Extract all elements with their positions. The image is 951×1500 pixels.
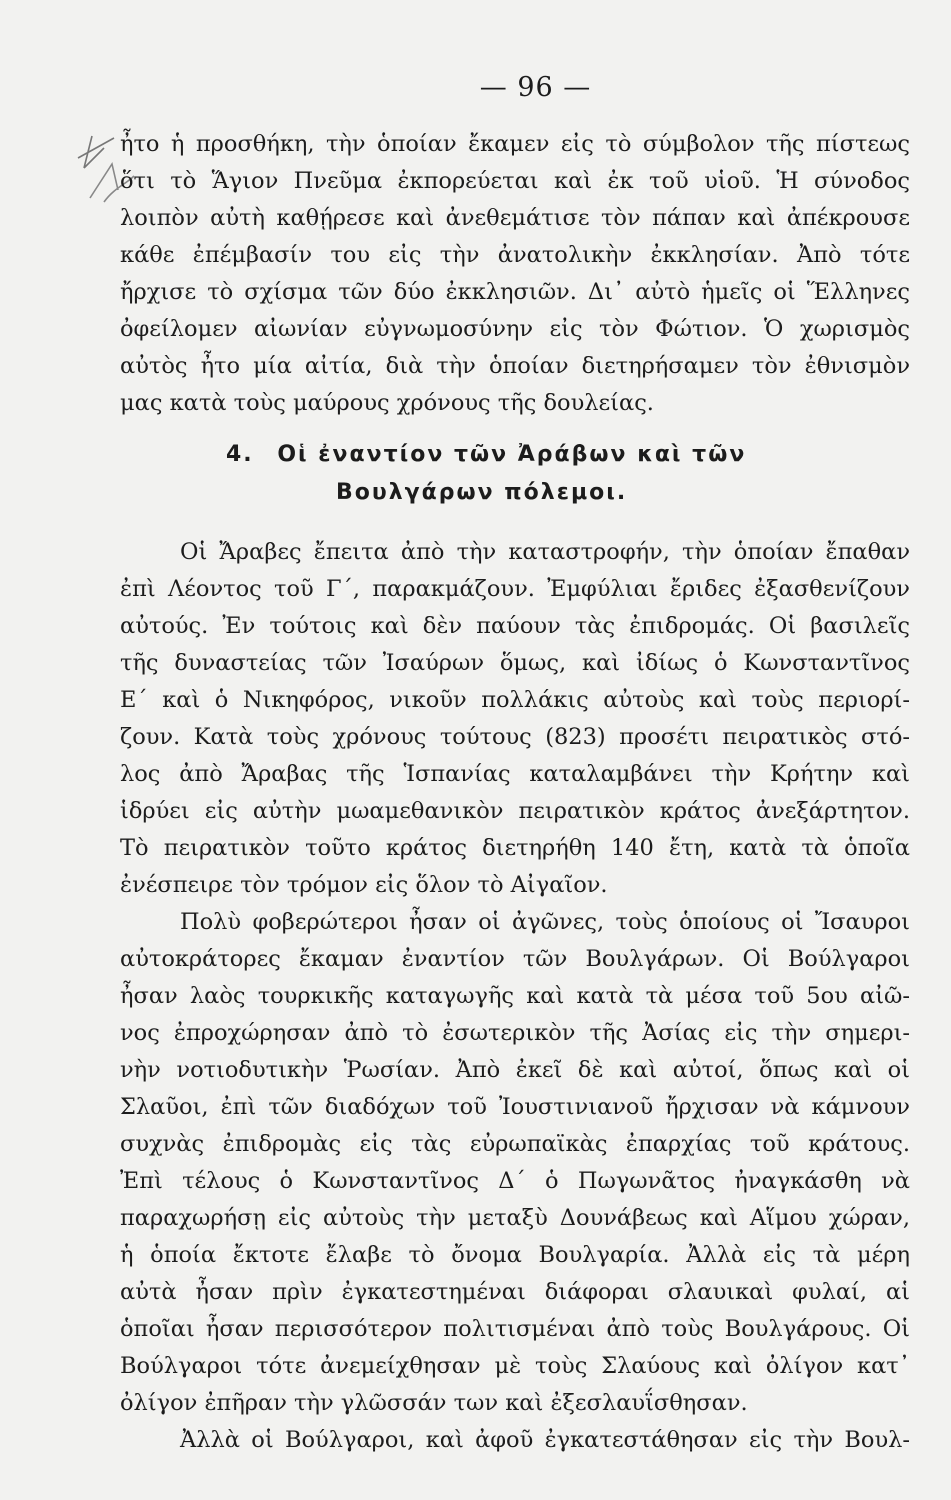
- text-line: αὐτοκράτορες ἔκαμαν ἐναντίον τῶν Βουλγάρων. Οἱ Βούλγαροι: [120, 946, 910, 972]
- text-line: Οἱ Ἄραβες ἔπειτα ἀπὸ τὴν καταστροφήν, τὴν ὁποίαν ἔπαθαν: [180, 539, 910, 565]
- text-line: μας κατὰ τοὺς μαύρους χρόνους τῆς δουλείας.: [120, 390, 654, 416]
- section-heading: [226, 436, 886, 512]
- section-title-line1: Οἱ ἐναντίον τῶν Ἀράβων καὶ τῶν: [277, 442, 747, 467]
- text-line: ἡ ὁποία ἔκτοτε ἔλαβε τὸ ὄνομα Βουλγαρία. Ἀλλὰ εἰς τὰ μέρη: [120, 1242, 910, 1268]
- text-line: ἱδρύει εἰς αὐτὴν μωαμεθανικὸν πειρατικὸν κράτος ἀνεξάρτητον.: [120, 798, 910, 824]
- paragraph-continuation: [120, 1422, 910, 1459]
- text-line: λος ἀπὸ Ἄραβας τῆς Ἱσπανίας καταλαμβάνει τὴν Κρήτην καὶ: [120, 761, 910, 787]
- paragraph-bulgarians: [120, 904, 910, 1422]
- text-line: ἦσαν λαὸς τουρκικῆς καταγωγῆς καὶ κατὰ τὰ μέσα τοῦ 5ου αἰῶ-: [120, 983, 910, 1009]
- text-line: κάθε ἐπέμβασίν του εἰς τὴν ἀνατολικὴν ἐκκλησίαν. Ἀπὸ τότε: [120, 242, 910, 268]
- text-line: ὀφείλομεν αἰωνίαν εὐγνωμοσύνην εἰς τὸν Φώτιον. Ὁ χωρισμὸς: [120, 316, 910, 342]
- text-line: συχνὰς ἐπιδρομὰς εἰς τὰς εὐρωπαϊκὰς ἐπαρχίας τοῦ κράτους.: [120, 1131, 910, 1157]
- text-line: ἐνέσπειρε τὸν τρόμον εἰς ὅλον τὸ Αἰγαῖον.: [120, 872, 608, 898]
- text-line: νος ἐπροχώρησαν ἀπὸ τὸ ἐσωτερικὸν τῆς Ἀσίας εἰς τὴν σημερι-: [120, 1020, 910, 1046]
- section-title-line2: Βουλγάρων πόλεμοι.: [336, 480, 628, 505]
- text-line: ὀλίγον ἐπῆραν τὴν γλῶσσάν των καὶ ἐξεσλαυΐσθησαν.: [120, 1390, 748, 1416]
- text-line: ὁποῖαι ἦσαν περισσότερον πολιτισμέναι ἀπὸ τοὺς Βουλγάρους. Οἱ: [120, 1316, 910, 1342]
- text-line: ὅτι τὸ Ἅγιον Πνεῦμα ἐκπορεύεται καὶ ἐκ τοῦ υἱοῦ. Ἡ σύνοδος: [120, 168, 910, 194]
- paragraph-arabs: [120, 534, 910, 904]
- text-line: αὐτούς. Ἐν τούτοις καὶ δὲν παύουν τὰς ἐπιδρομάς. Οἱ βασιλεῖς: [120, 613, 910, 639]
- text-line: Ε΄ καὶ ὁ Νικηφόρος, νικοῦν πολλάκις αὐτοὺς καὶ τοὺς περιορί-: [120, 687, 910, 713]
- text-line: τῆς δυναστείας τῶν Ἰσαύρων ὅμως, καὶ ἰδίως ὁ Κωνσταντῖνος: [120, 650, 910, 676]
- text-line: Ἀλλὰ οἱ Βούλγαροι, καὶ ἀφοῦ ἐγκατεστάθησαν εἰς τὴν Βουλ-: [180, 1427, 910, 1453]
- text-line: Ἐπὶ τέλους ὁ Κωνσταντῖνος Δ΄ ὁ Πωγωνᾶτος ἠναγκάσθη νὰ: [120, 1168, 910, 1194]
- text-line: Πολὺ φοβερώτεροι ἦσαν οἱ ἀγῶνες, τοὺς ὁποίους οἱ Ἴσαυροι: [180, 909, 910, 935]
- text-line: αὐτὸς ἦτο μία αἰτία, διὰ τὴν ὁποίαν διετηρήσαμεν τὸν ἐθνισμὸν: [120, 353, 910, 379]
- text-line: ἤρχισε τὸ σχίσμα τῶν δύο ἐκκλησιῶν. Δι᾿ αὐτὸ ἡμεῖς οἱ Ἕλληνες: [120, 279, 910, 305]
- page-number: — 96 —: [479, 72, 592, 103]
- text-line: αὐτὰ ἦσαν πρὶν ἐγκατεστημέναι διάφοραι σλαυικαὶ φυλαί, αἱ: [120, 1279, 910, 1305]
- text-line: νὴν νοτιοδυτικὴν Ῥωσίαν. Ἀπὸ ἐκεῖ δὲ καὶ αὐτοί, ὅπως καὶ οἱ: [120, 1057, 910, 1083]
- section-number: 4.: [226, 442, 254, 467]
- text-line: Σλαῦοι, ἐπὶ τῶν διαδόχων τοῦ Ἰουστινιανοῦ ἤρχισαν νὰ κάμνουν: [120, 1094, 910, 1120]
- text-line: λοιπὸν αὐτὴ καθῄρεσε καὶ ἀνεθεμάτισε τὸν πάπαν καὶ ἀπέκρουσε: [120, 205, 910, 231]
- intro-paragraph: [120, 126, 910, 422]
- text-line: ἦτο ἡ προσθήκη, τὴν ὁποίαν ἔκαμεν εἰς τὸ σύμβολον τῆς πίστεως: [120, 131, 910, 157]
- text-line: ἐπὶ Λέοντος τοῦ Γ΄, παρακμάζουν. Ἐμφύλιαι ἔριδες ἐξασθενίζουν: [120, 576, 910, 602]
- text-line: παραχωρήσῃ εἰς αὐτοὺς τὴν μεταξὺ Δουνάβεως καὶ Αἵμου χώραν,: [120, 1205, 910, 1231]
- text-line: Βούλγαροι τότε ἀνεμείχθησαν μὲ τοὺς Σλαύους καὶ ὀλίγον κατ᾿: [120, 1353, 910, 1379]
- text-line: Τὸ πειρατικὸν τοῦτο κράτος διετηρήθη 140 ἔτη, κατὰ τὰ ὁποῖα: [120, 835, 910, 861]
- text-line: ζουν. Κατὰ τοὺς χρόνους τούτους (823) προσέτι πειρατικὸς στό-: [120, 724, 910, 750]
